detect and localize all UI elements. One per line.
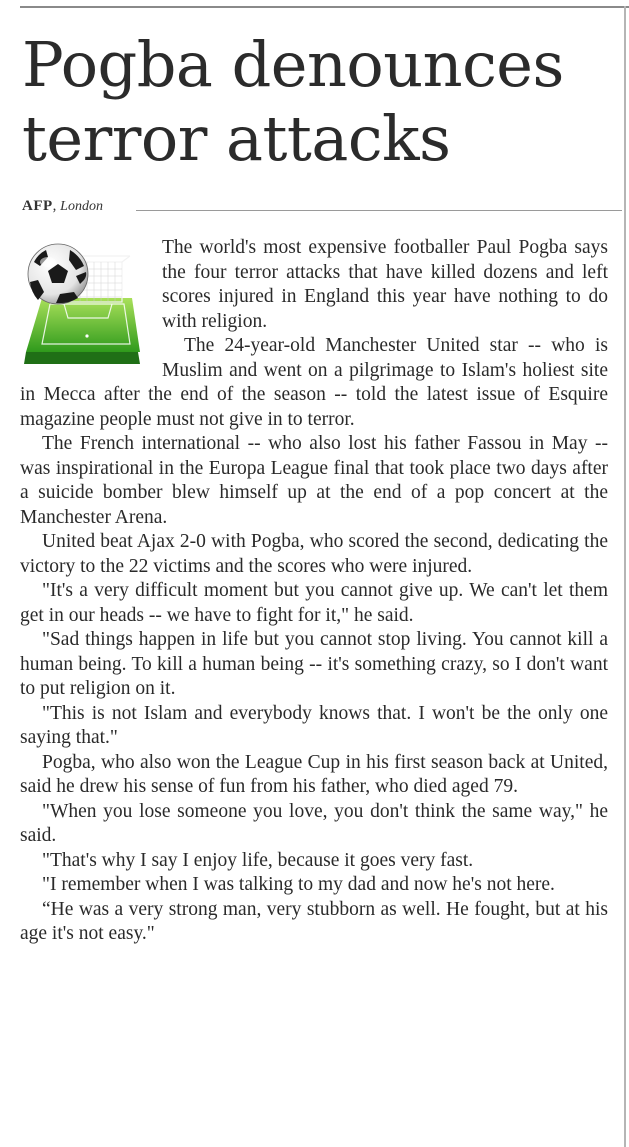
paragraph-6: "Sad things happen in life but you cannot stop living. You cannot kill a human being. To kill a human being -- it's something crazy, so I don't want to put religion on it.: [20, 629, 608, 699]
column-rule: [624, 6, 626, 1147]
paragraph-8: Pogba, who also won the League Cup in his first season back at United, said he drew his sense of fun from his father, who died aged 79.: [20, 751, 608, 797]
byline-rule: [136, 210, 622, 211]
byline-separator: ,: [52, 198, 57, 214]
article-body: [20, 236, 608, 1141]
paragraph-12: “He was a very strong man, very stubborn as well. He fought, but at his age it's not easy.": [20, 898, 608, 944]
byline: [22, 198, 103, 215]
image-spacer: [20, 236, 162, 362]
top-rule: [20, 6, 629, 8]
paragraph-3: The French international -- who also lost his father Fassou in May -- was inspirational in the Europa League final that took place two days after a suicide bomber blew himself up at the end of a pop concert at the Manchester Arena.: [20, 433, 608, 528]
paragraph-2: The 24-year-old Manchester United star -- who is Muslim and went on a pilgrimage to Islam's holiest site in Mecca after the end of the season -- told the latest issue of Esquire magazine people must not give in to terror.: [20, 335, 608, 430]
paragraph-4: United beat Ajax 2-0 with Pogba, who scored the second, dedicating the victory to the 22 victims and the scores who were injured.: [20, 531, 608, 577]
paragraph-11: "I remember when I was talking to my dad and now he's not here.: [42, 874, 555, 895]
paragraph-5: "It's a very difficult moment but you cannot give up. We can't let them get in our heads -- we have to fight for it," he said.: [20, 580, 608, 626]
paragraph-7: "This is not Islam and everybody knows that. I won't be the only one saying that.": [20, 702, 608, 748]
byline-agency: AFP: [22, 198, 53, 214]
paragraph-10: "That's why I say I enjoy life, because it goes very fast.: [42, 849, 474, 871]
byline-location: London: [60, 199, 103, 214]
paragraph-1: The world's most expensive footballer Paul Pogba says the four terror attacks that have killed dozens and left scores injured in England this year have nothing to do with religion.: [162, 237, 608, 332]
paragraph-9: "When you lose someone you love, you don't think the same way," he said.: [20, 800, 608, 846]
headline: Pogba denounces terror attacks: [22, 28, 564, 175]
